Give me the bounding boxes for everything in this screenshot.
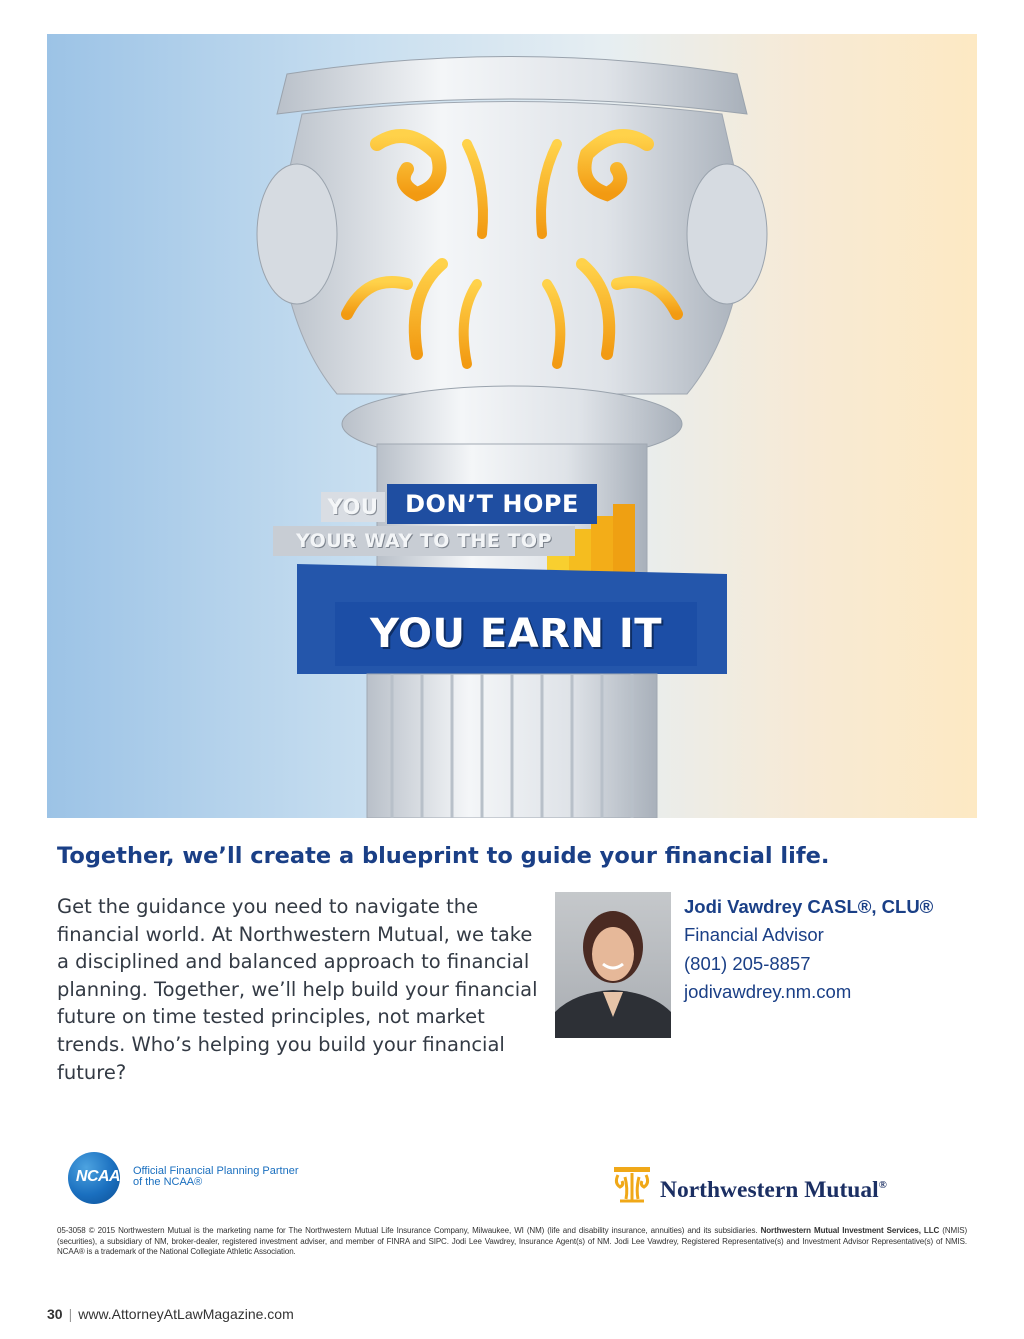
brand-name: Northwestern Mutual (660, 1177, 879, 1203)
footer-site-link[interactable]: www.AttorneyAtLawMagazine.com (78, 1306, 294, 1322)
hero-text-dont-hope: DON’T HOPE (387, 484, 597, 524)
ncaa-partner-line1: Official Financial Planning Partner (133, 1165, 299, 1177)
advisor-title: Financial Advisor (684, 924, 824, 945)
legal-part1: 05-3058 © 2015 Northwestern Mutual is the marketing name for The Northwestern Mutual Life Insurance Company, Milwaukee, WI (NM) (life and disability insurance, annuities) and its subsidiaries. (57, 1226, 758, 1235)
ncaa-logo (68, 1152, 120, 1204)
northwestern-mutual-wordmark (660, 1177, 887, 1204)
advisor-portrait (555, 892, 671, 1038)
ad-headline: Together, we’ll create a blueprint to guide your financial life. (57, 843, 830, 869)
ad-body-copy: Get the guidance you need to navigate the financial world. At Northwestern Mutual, we take a disciplined and balanced approach to financial planning. Together, we’ll help build your financial future on time tested principles, not market trends. Who’s helping you build your financial future? (57, 895, 538, 1084)
northwestern-mutual-logo-icon (610, 1163, 654, 1205)
footer-separator: | (68, 1306, 73, 1322)
hero-text-you-earn-it: YOU EARN IT (335, 602, 697, 666)
advisor-phone[interactable]: (801) 205-8857 (684, 952, 811, 974)
brand-reg-mark: ® (878, 1179, 887, 1192)
legal-part2: (NMIS) (securities), a subsidiary of NM, broker-dealer, registered investment adviser, and member of FINRA and SIPC. Jodi Lee Vawdrey, Insurance Agent(s) of NM. Jodi Lee Vawdrey, Registered Representative(s) and Investment Advisor Representative(s) of NMIS. NCAA® is a trademark of the National Collegiate Athletic Association. (57, 1226, 968, 1256)
column-illustration (47, 34, 977, 818)
legal-bold: Northwestern Mutual Investment Services, LLC (760, 1226, 940, 1235)
legal-disclaimer (57, 1226, 967, 1258)
hero-text-you: YOU (321, 492, 385, 522)
advisor-website-link[interactable]: jodivawdrey.nm.com (684, 981, 852, 1002)
advisor-contact (684, 892, 984, 1007)
page-footer (47, 1306, 294, 1322)
ncaa-partner-line2: of the NCAA® (133, 1176, 203, 1188)
hero-text-your-way: YOUR WAY TO THE TOP (273, 526, 575, 556)
ncaa-logo-text: NCAA (75, 1168, 121, 1185)
ncaa-partner-text (133, 1166, 299, 1188)
advisor-name: Jodi Vawdrey CASL®, CLU® (684, 896, 934, 917)
hero-image (47, 34, 977, 818)
page-number: 30 (47, 1306, 63, 1322)
advisor-photo (555, 892, 671, 1038)
